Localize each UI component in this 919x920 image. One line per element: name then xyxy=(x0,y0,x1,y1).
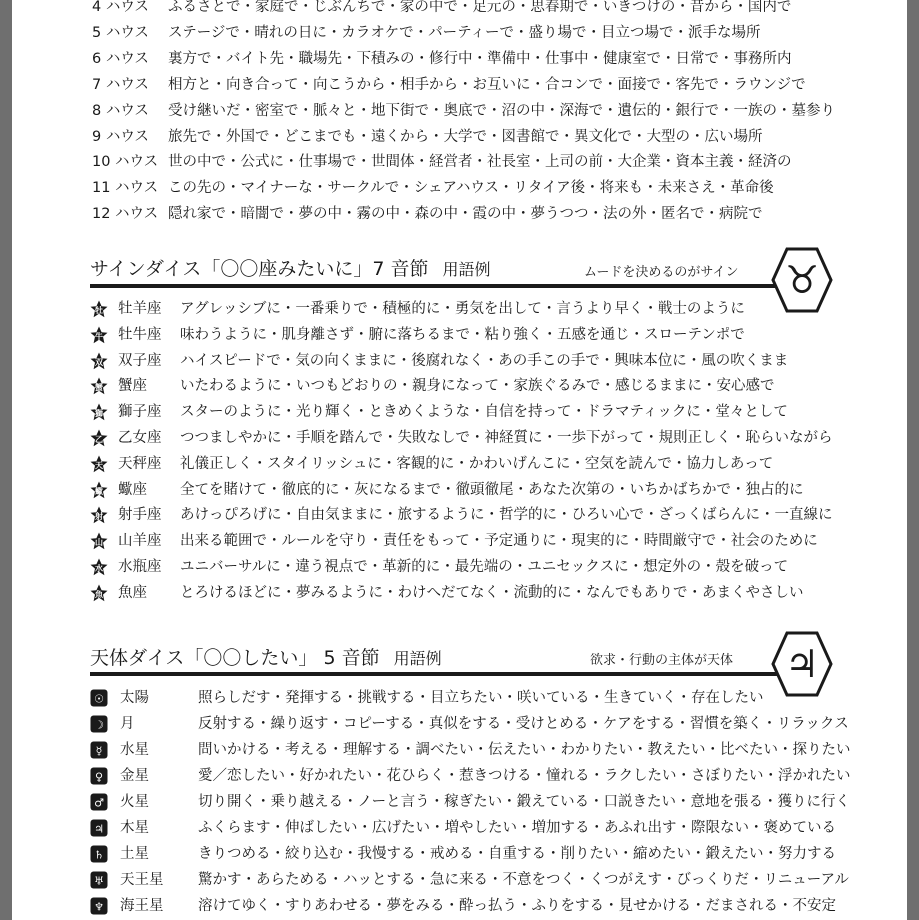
house-label: 11 ハウス xyxy=(92,180,159,197)
sign-text: ハイスピードで・気の向くままに・後腐れなく・あの手この手で・興味本位に・風の吹くまま xyxy=(180,352,789,369)
sign-text: いたわるように・いつもどおりの・親身になって・家族ぐるみで・感じるままに・安心感で xyxy=(180,378,775,395)
jupiter-icon xyxy=(770,630,834,702)
sign-section-sub: 用語例 xyxy=(442,260,491,279)
sign-badge-icon xyxy=(90,558,108,576)
sign-text: 出来る範囲で・ルールを守り・責任をもって・予定通りに・現実的に・時間厳守で・社会のために xyxy=(180,533,818,550)
sign-text: スターのように・光り輝く・ときめくような・自信を持って・ドラマティックに・堂々として xyxy=(180,404,788,421)
svg-text:蠍: 蠍 xyxy=(95,486,103,496)
svg-text:魚: 魚 xyxy=(95,589,103,599)
sign-text: ユニバーサルに・違う視点で・革新的に・最先端の・ユニセックスに・想定外の・殻を破って xyxy=(180,559,789,575)
svg-text:♄: ♄ xyxy=(94,848,104,862)
planet-badge-icon xyxy=(90,689,108,707)
svg-text:♅: ♅ xyxy=(94,874,104,888)
house-text: 隠れ家で・暗闇で・夢の中・霧の中・森の中・霞の中・夢うつつ・法の外・匿名で・病院で xyxy=(168,206,763,223)
svg-text:☿: ☿ xyxy=(95,744,103,758)
house-text: この先の・マイナーな・サークルで・シェアハウス・リタイア後・将来も・未来さえ・革命後 xyxy=(168,180,774,197)
svg-text:獅: 獅 xyxy=(95,409,103,419)
planet-label: 太陽 xyxy=(120,690,149,706)
house-label: 9 ハウス xyxy=(92,128,149,145)
sign-label: 牡牛座 xyxy=(118,326,162,343)
svg-text:射: 射 xyxy=(95,512,103,522)
sign-label: 山羊座 xyxy=(118,533,162,550)
planet-section-note: 欲求・行動の主体が天体 xyxy=(590,653,734,668)
planet-section-rule xyxy=(90,672,782,676)
sign-label: 魚座 xyxy=(118,584,147,601)
sign-label: 牡羊座 xyxy=(118,301,162,317)
planet-badge-icon xyxy=(90,871,108,889)
sign-badge-icon xyxy=(90,352,108,370)
planet-label: 火星 xyxy=(120,794,149,810)
svg-text:蟹: 蟹 xyxy=(95,383,103,393)
planet-text: 愛／恋したい・好かれたい・花ひらく・惹きつける・憧れる・ラクしたい・さぼりたい・浮かれたい xyxy=(198,768,851,784)
sign-text: 味わうように・肌身離さず・腑に落ちるまで・粘り強く・五感を通じ・スローテンポで xyxy=(180,326,745,343)
planet-label: 水星 xyxy=(120,742,149,758)
sign-badge-icon xyxy=(90,300,108,318)
house-text: 相方と・向き合って・向こうから・相手から・お互いに・合コンで・面接で・客先で・ラウンジで xyxy=(168,76,806,93)
svg-text:♃: ♃ xyxy=(784,642,820,686)
planet-badge-icon xyxy=(90,793,108,811)
house-label: 10 ハウス xyxy=(92,154,159,171)
sign-badge-icon xyxy=(90,326,108,344)
planet-text: 驚かす・あらためる・ハッとする・急に来る・不意をつく・くつがえす・びっくりだ・リニューアル xyxy=(198,872,849,888)
house-text: 世の中で・公式に・仕事場で・世間体・経営者・社長室・上司の前・大企業・資本主義・経済の xyxy=(168,154,792,171)
house-label: 6 ハウス xyxy=(92,50,149,67)
svg-text:山: 山 xyxy=(95,538,103,548)
planet-badge-icon xyxy=(90,715,108,733)
svg-text:天: 天 xyxy=(95,460,103,470)
svg-text:♂: ♂ xyxy=(94,796,104,810)
svg-text:☽: ☽ xyxy=(94,718,104,732)
house-label: 12 ハウス xyxy=(92,206,159,223)
house-label: 7 ハウス xyxy=(92,76,149,93)
planet-label: 海王星 xyxy=(120,898,164,914)
house-label: 8 ハウス xyxy=(92,102,149,119)
planet-section-title: 天体ダイス「〇〇したい」 5 音節 xyxy=(90,647,380,669)
sign-label: 双子座 xyxy=(118,352,162,369)
planet-badge-icon xyxy=(90,741,108,759)
planet-text: きりつめる・絞り込む・我慢する・戒める・自重する・削りたい・縮めたい・鍛えたい・努力する xyxy=(198,846,836,862)
planet-badge-icon xyxy=(90,767,108,785)
taurus-icon xyxy=(770,246,834,318)
svg-text:水: 水 xyxy=(95,564,103,573)
sign-badge-icon xyxy=(90,403,108,421)
planet-text: 照らしだす・発揮する・挑戦する・目立ちたい・咲いている・生きていく・存在したい xyxy=(198,690,764,706)
sign-badge-icon xyxy=(90,429,108,447)
house-text: 受け継いだ・密室で・脈々と・地下街で・奥底で・沼の中・深海で・遺伝的・銀行で・一族の・墓参り xyxy=(168,102,835,119)
sign-label: 蠍座 xyxy=(118,481,147,498)
svg-text:☉: ☉ xyxy=(94,692,104,706)
sign-text: 礼儀正しく・スタイリッシュに・客観的に・かわいげんこに・空気を読んで・協力しあって xyxy=(180,455,774,472)
sign-label: 水瓶座 xyxy=(118,559,162,575)
sign-label: 蟹座 xyxy=(118,378,147,395)
sign-label: 乙女座 xyxy=(118,430,162,446)
sign-label: 射手座 xyxy=(118,507,162,524)
planet-text: 問いかける・考える・理解する・調べたい・伝えたい・わかりたい・教えたい・比べたい・探りたい xyxy=(198,742,851,758)
sign-text: アグレッシブに・一番乗りで・積極的に・勇気を出して・言うより早く・戦士のように xyxy=(180,301,745,317)
sign-badge-icon xyxy=(90,506,108,524)
sign-badge-icon xyxy=(90,532,108,550)
planet-section-heading xyxy=(90,645,442,672)
document-page xyxy=(12,0,907,920)
sign-section-rule xyxy=(90,284,782,288)
svg-text:♃: ♃ xyxy=(94,822,104,836)
sign-section-heading xyxy=(90,256,491,283)
house-label: 5 ハウス xyxy=(92,24,149,41)
planet-badge-icon xyxy=(90,819,108,837)
planet-label: 土星 xyxy=(120,846,149,862)
svg-text:牛: 牛 xyxy=(95,331,103,341)
sign-badge-icon xyxy=(90,455,108,473)
house-text: 旅先で・外国で・どこまでも・遠くから・大学で・図書館で・異文化で・大型の・広い場所 xyxy=(168,128,763,145)
planet-section-sub: 用語例 xyxy=(393,649,442,668)
sign-text: とろけるほどに・夢みるように・わけへだてなく・流動的に・なんでもありで・あまくやさしい xyxy=(180,584,804,601)
planet-label: 木星 xyxy=(120,820,149,836)
sign-badge-icon xyxy=(90,377,108,395)
planet-text: 切り開く・乗り越える・ノーと言う・稼ぎたい・鍛えている・口説きたい・意地を張る・獲りに行く xyxy=(198,794,851,810)
planet-text: 反射する・繰り返す・コピーする・真似をする・受けとめる・ケアをする・習慣を築く・リラックス xyxy=(198,716,849,732)
planet-badge-icon xyxy=(90,897,108,915)
house-text: 裏方で・バイト先・職場先・下積みの・修行中・準備中・仕事中・健康室で・日常で・事務所内 xyxy=(168,50,792,67)
page-edge-right xyxy=(907,0,919,920)
planet-label: 月 xyxy=(120,716,135,732)
planet-label: 天王星 xyxy=(120,872,164,888)
svg-text:♆: ♆ xyxy=(94,900,104,914)
planet-badge-icon xyxy=(90,845,108,863)
sign-label: 天秤座 xyxy=(118,455,162,472)
svg-text:乙: 乙 xyxy=(95,435,103,444)
house-text: ふるさとで・家庭で・じぶんちで・家の中で・足元の・思春期で・いきつけの・昔から・国内で xyxy=(168,0,792,15)
svg-text:双: 双 xyxy=(95,357,103,367)
sign-badge-icon xyxy=(90,481,108,499)
sign-label: 獅子座 xyxy=(118,404,162,421)
house-text: ステージで・晴れの日に・カラオケで・パーティーで・盛り場で・目立つ場で・派手な場所 xyxy=(168,24,761,41)
sign-badge-icon xyxy=(90,584,108,602)
svg-text:♉: ♉ xyxy=(784,258,820,302)
page-edge-left xyxy=(0,0,12,920)
planet-label: 金星 xyxy=(120,768,149,784)
house-label: 4 ハウス xyxy=(92,0,149,15)
sign-text: 全てを賭けて・徹底的に・灰になるまで・徹頭徹尾・あなた次第の・いちかばちかで・独占的に xyxy=(180,481,804,498)
sign-text: あけっぴろげに・自由気ままに・旅するように・哲学的に・ひろい心で・ざっくばらんに・一直線に xyxy=(180,507,833,524)
sign-text: つつましやかに・手順を踏んで・失敗なしで・神経質に・一歩下がって・規則正しく・恥らいながら xyxy=(180,430,833,446)
planet-text: 溶けてゆく・すりあわせる・夢をみる・酔っ払う・ふりをする・見せかける・だまされる・不安定 xyxy=(198,898,836,914)
svg-text:牡: 牡 xyxy=(95,306,103,315)
sign-section-title: サインダイス「〇〇座みたいに」7 音節 xyxy=(90,258,429,280)
planet-text: ふくらます・伸ばしたい・広げたい・増やしたい・増加する・あふれ出す・際限ない・褒めている xyxy=(198,820,836,836)
sign-section-note: ムードを決めるのがサイン xyxy=(584,265,739,280)
svg-text:♀: ♀ xyxy=(94,770,104,784)
